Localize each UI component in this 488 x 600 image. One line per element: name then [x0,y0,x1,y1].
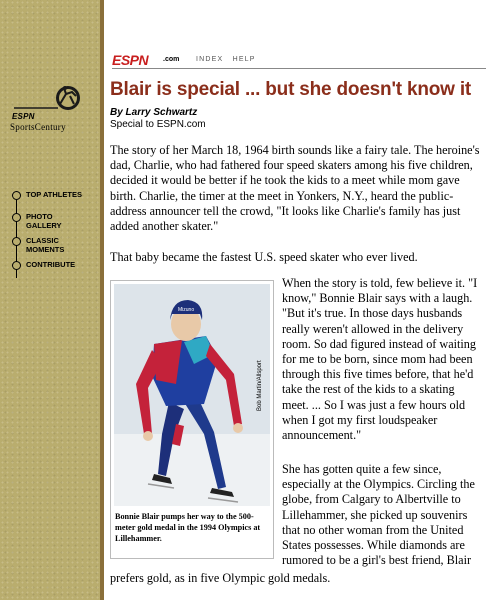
top-nav-bar [112,52,482,66]
sidebar-item-label: CONTRIBUTE [26,260,76,269]
sidebar-nav [12,190,110,278]
photo-caption: Bonnie Blair pumps her way to the 500-meter gold medal in the 1994 Olympics at Lillehammer. [115,512,261,543]
bullet-icon [12,237,21,246]
sidebar-item-label: CLASSIC MOMENTS [26,236,65,254]
sidebar-item-contribute[interactable] [12,260,110,269]
sidebar-item-photo-gallery[interactable] [12,212,110,230]
skater-emblem-icon [8,84,96,114]
helmet-logo: Mizuno [178,307,195,313]
article-source: Special to ESPN.com [110,119,206,130]
article-paragraph: She has gotten quite a few since, especially at the Olympics. Circling the globe, from Calgary to Albertville to Lillehammer, she picked up souvenirs that no other woman from the United States possesses. While diamonds are rumored to be a girl's best friend, Blair [282,462,475,568]
article-paragraph: That baby became the fastest U.S. speed skater who ever lived. [110,250,418,264]
article-title: Blair is special ... but she doesn't know it [110,79,472,100]
speed-skater-image [114,284,270,506]
article-paragraph: prefers gold, as in five Olympic gold medals. [110,571,331,585]
photo-figure [110,280,274,559]
sidebar-border [100,0,104,600]
bullet-icon [12,261,21,270]
sidebar-item-classic-moments[interactable] [12,236,110,254]
article-paragraph: The story of her March 18, 1964 birth sounds like a fairy tale. The heroine's dad, Charlie, who had fathered four speed skaters among his five children, decided it would be better if he took the kids to a meet while mom gave birth. Charlie, the timer at the meet in Yonkers, N.Y., heard the public-address announcer tell the crowd, "It looks like Charlie's family has just added another skater." [110,143,480,234]
sidebar-item-label: PHOTO GALLERY [26,212,62,230]
sportscentury-logo[interactable] [8,84,96,134]
espn-com-suffix: .com [163,56,180,63]
skater-photo [114,284,270,506]
nav-link-help[interactable]: HELP [232,56,256,63]
sidebar-item-top-athletes[interactable] [12,190,110,199]
top-nav-links [196,56,262,63]
bullet-icon [12,191,21,200]
logo-espn-text: ESPN [12,112,35,121]
sidebar-item-label: TOP ATHLETES [26,190,82,199]
article-author: By Larry Schwartz [110,107,198,118]
article-paragraph: When the story is told, few believe it. "I know," Bonnie Blair says with a laugh. "But it's true. In those days husbands really weren't allowed in the delivery room. So dad figured instead of waiting for me to be born, since mom had been through this five times before, that he'd take the rest of the kids to a skating meet. ... So I was just a few hours old when I got my first loudspeaker announcement." [282,276,478,443]
header-divider [112,68,486,69]
photo-credit: Bob Martin/Allsport [257,360,263,411]
logo-sportscentury-text: SportsCentury [10,122,66,132]
bullet-icon [12,213,21,222]
nav-link-index[interactable]: INDEX [196,56,224,63]
sidebar [0,0,100,600]
espn-logo[interactable]: ESPN [112,52,149,68]
